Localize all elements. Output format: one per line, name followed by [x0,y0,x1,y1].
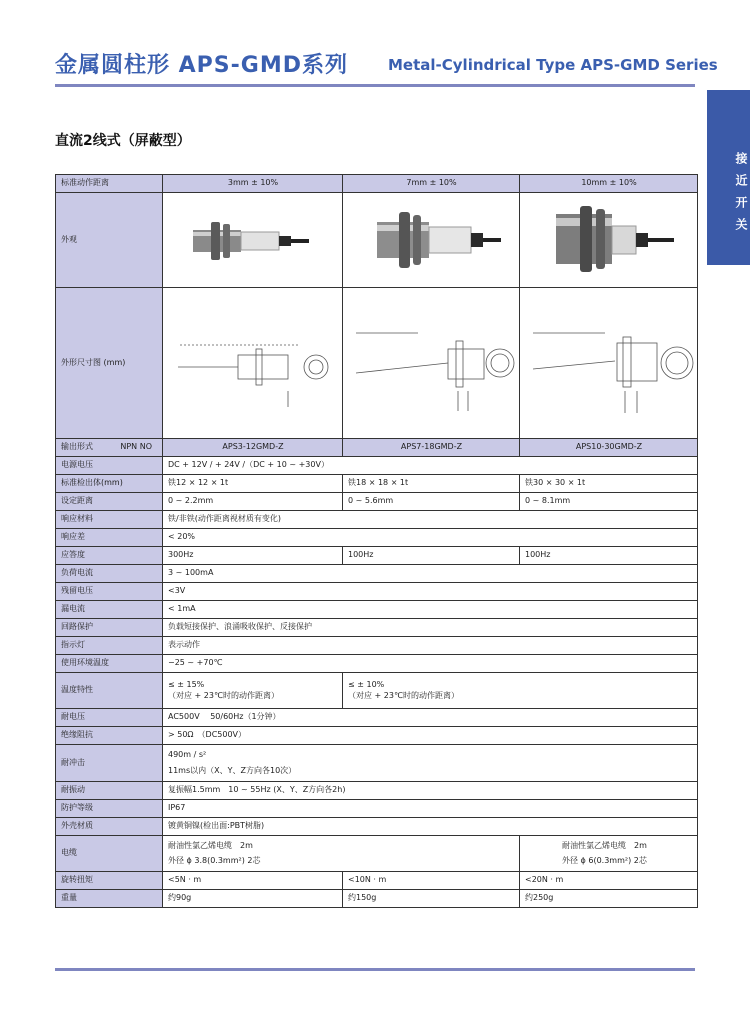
row-label: 耐振动 [56,782,163,800]
table-cell: 3mm ± 10% [163,175,343,193]
table-cell: −25 ~ +70℃ [163,655,698,673]
cell-line: 外径 ϕ 6(0.3mm²) 2芯 [562,855,647,865]
table-row [56,655,698,673]
row-label: 回路保护 [56,619,163,637]
page-title-english: Metal-Cylindrical Type APS-GMD Series [388,56,718,74]
row-label: 设定距离 [56,493,163,511]
row-label: 标准检出体(mm) [56,475,163,493]
table-cell: 0 ~ 5.6mm [343,493,520,511]
title-divider [55,84,695,87]
table-cell: <10N · m [343,872,520,890]
model-cell: APS10-30GMD-Z [520,439,698,457]
table-row [56,439,698,457]
table-cell: < 20% [163,529,698,547]
table-cell: 10mm ± 10% [520,175,698,193]
dimension-drawing-m30 [520,288,698,439]
cell-line: ≤ ± 15% [168,679,205,689]
table-cell: 100Hz [520,547,698,565]
table-cell: 铁12 × 12 × 1t [163,475,343,493]
table-cell: <20N · m [520,872,698,890]
table-row [56,565,698,583]
row-label: 使用环境温度 [56,655,163,673]
model-cell: APS7-18GMD-Z [343,439,520,457]
row-label: 残留电压 [56,583,163,601]
row-label: 响应差 [56,529,163,547]
table-row [56,673,698,709]
cell-line: 耐油性氯乙烯电缆 2m [562,840,647,850]
model-cell: APS3-12GMD-Z [163,439,343,457]
cell-line: ≤ ± 10% [348,679,385,689]
table-row [56,193,698,288]
table-row [56,511,698,529]
row-label: 外形尺寸图 (mm) [56,288,163,439]
row-label: 外观 [56,193,163,288]
row-label: 绝缘阻抗 [56,727,163,745]
table-cell: 复振幅1.5mm 10 ~ 55Hz (X、Y、Z方向各2h) [163,782,698,800]
output-label: 输出形式 [61,442,93,452]
table-cell [163,745,698,782]
table-cell: 铁30 × 30 × 1t [520,475,698,493]
table-row [56,583,698,601]
table-row [56,727,698,745]
table-row [56,547,698,565]
table-cell: <5N · m [163,872,343,890]
table-cell [343,673,698,709]
table-cell: 7mm ± 10% [343,175,520,193]
table-cell: AC500V 50/60Hz（1分钟） [163,709,698,727]
row-label: 标准动作距离 [56,175,163,193]
row-label: 负荷电流 [56,565,163,583]
table-cell [163,836,520,872]
row-label: 耐冲击 [56,745,163,782]
table-cell: 铁/非铁(动作距离视材质有变化) [163,511,698,529]
table-row [56,175,698,193]
row-label: 耐电压 [56,709,163,727]
dimension-drawing-m12 [163,288,343,439]
cell-line: 490m / s² [168,749,207,759]
row-label: 电缆 [56,836,163,872]
row-label: 外壳材质 [56,818,163,836]
table-row [56,601,698,619]
table-row [56,493,698,511]
spec-table [55,174,698,908]
table-row [56,457,698,475]
row-label: 防护等级 [56,800,163,818]
row-label [56,439,163,457]
table-cell: 表示动作 [163,637,698,655]
table-cell: DC + 12V / + 24V /（DC + 10 ~ +30V） [163,457,698,475]
sensor-photo-m18 [343,193,520,288]
table-cell: <3V [163,583,698,601]
table-row [56,890,698,908]
table-cell: 300Hz [163,547,343,565]
table-cell: 3 ~ 100mA [163,565,698,583]
section-title: 直流2线式（屏蔽型） [55,133,191,149]
cell-line: （对应 + 23℃时的动作距离） [348,690,459,700]
sensor-photo-m12 [163,193,343,288]
table-cell [520,836,698,872]
table-row [56,288,698,439]
cell-line: 外径 ϕ 3.8(0.3mm²) 2芯 [168,855,261,865]
table-cell [163,673,343,709]
table-cell: 100Hz [343,547,520,565]
table-row [56,782,698,800]
table-cell: IP67 [163,800,698,818]
table-cell: 约150g [343,890,520,908]
cell-line: 11ms以内（X、Y、Z方向各10次） [168,765,297,775]
table-cell: > 50Ω （DC500V） [163,727,698,745]
table-cell: 约90g [163,890,343,908]
table-row [56,709,698,727]
table-cell: 约250g [520,890,698,908]
row-label: 响应材料 [56,511,163,529]
row-label: 电源电压 [56,457,163,475]
table-row [56,745,698,782]
table-row [56,818,698,836]
table-row [56,529,698,547]
cell-line: 耐油性氯乙烯电缆 2m [168,840,253,850]
table-row [56,475,698,493]
side-category-tab[interactable]: 接近开关 [707,90,750,265]
row-label: 温度特性 [56,673,163,709]
page-title: 金属圆柱形 APS-GMD系列 [55,53,348,78]
table-row [56,836,698,872]
npn-label: NPN NO [120,442,152,452]
table-row [56,872,698,890]
row-label: 指示灯 [56,637,163,655]
table-cell: 0 ~ 2.2mm [163,493,343,511]
row-label: 旋转扭矩 [56,872,163,890]
dimension-drawing-m18 [343,288,520,439]
table-row [56,637,698,655]
table-row [56,800,698,818]
row-label: 漏电流 [56,601,163,619]
cell-line: （对应 + 23℃时的动作距离） [168,690,279,700]
row-label: 应答度 [56,547,163,565]
table-row [56,619,698,637]
sensor-photo-m30 [520,193,698,288]
table-cell: 铁18 × 18 × 1t [343,475,520,493]
table-cell: 0 ~ 8.1mm [520,493,698,511]
row-label: 重量 [56,890,163,908]
table-cell: 负载短接保护、浪涌吸收保护、反接保护 [163,619,698,637]
table-cell: < 1mA [163,601,698,619]
footer-divider [55,968,695,971]
table-cell: 镀黄铜镍(检出面:PBT树脂) [163,818,698,836]
